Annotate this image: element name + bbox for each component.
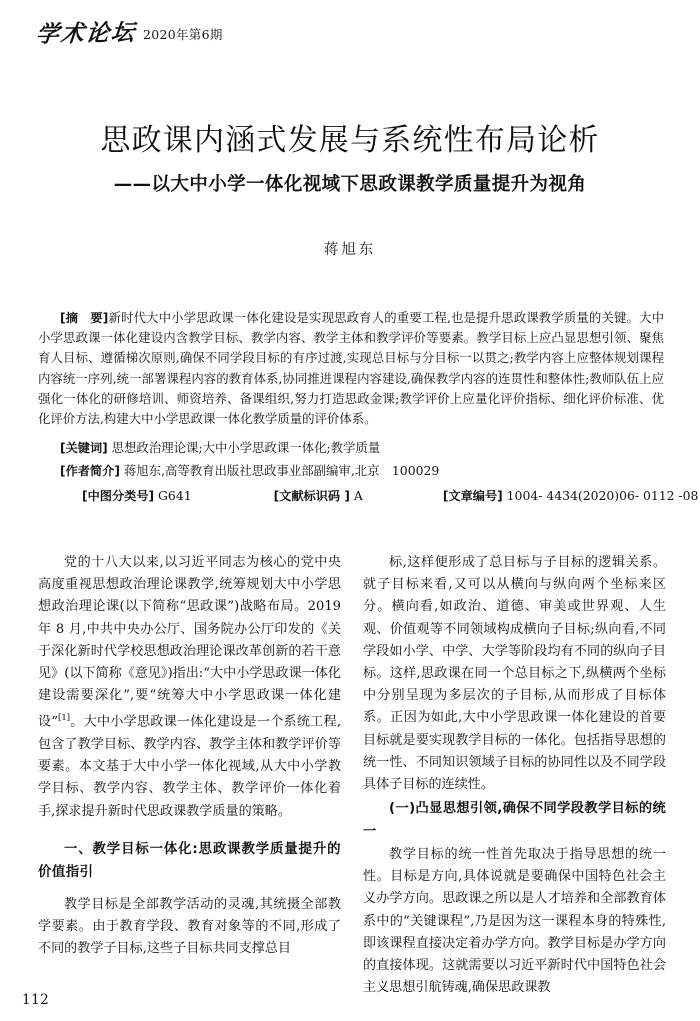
abstract-paragraph [38, 308, 664, 429]
issue-label: 2020年第6期 [143, 27, 223, 42]
left-column [38, 552, 341, 1020]
classification-row [38, 486, 699, 506]
document-code-value: A [353, 487, 363, 503]
keywords-line [38, 438, 664, 458]
clc-label: [中图分类号] [82, 488, 155, 503]
paragraph-text: 党的十八大以来,以习近平同志为核心的党中央高度重视思想政治理论课教学,统筹规划大中小学思想政治理论课(以下简称“思政课”)战略布局。2019 年 8 月,中共中央办公厅、国务院办公厅印发的《关于深化新时代学校思想政治理论课改革创新的若干意见》(以下简称《意见》)指出:“大中小学思政课一体化建设需要深化”,要“统筹大中小学思政课一体化建设” [38, 555, 341, 730]
paragraph: 教学目标的统一性首先取决于指导思想的统一性。目标是方向,具体说就是要确保中国特色社会主义办学方向。思政课之所以是人才培养和全部教育体系中的“关键课程”,乃是因为这一课程本身的特殊性,即该课程直接决定着办学方向。教学目标是办学方向的直接体现。这就需要以习近平新时代中国特色社会主义思想引航铸魂,确保思政课教 [363, 847, 666, 996]
article-number-label: [文章编号] [442, 488, 503, 503]
author-bio-value: 蒋旭东,高等教育出版社思政事业部副编审,北京 100029 [123, 463, 440, 479]
subsection-heading: (一)凸显思想引领,确保不同学段教学目标的统一 [363, 801, 666, 839]
masthead [34, 18, 223, 49]
abstract-label: [摘 要] [60, 311, 109, 325]
section-heading: 一、教学目标一体化:思政课教学质量提升的价值指引 [38, 841, 341, 880]
clc-segment [60, 486, 192, 506]
front-matter [38, 308, 699, 506]
article-number-value: 1004- 4434(2020)06- 0112 -08 [506, 487, 699, 503]
article-number-segment [421, 486, 699, 506]
paragraph [38, 552, 341, 823]
keywords-label: [关键词] [60, 441, 108, 456]
keywords-value: 思想政治理论课;大中小学思政课一体化;教学质量 [111, 440, 381, 456]
paragraph-text-continued: 。大中小学思政课一体化建设是一个系统工程,包含了教学目标、教学内容、教学主体和教学评价等要素。本文基于大中小学一体化视域,从大中小学教学目标、教学内容、教学主体、教学评价一体化着手,探求提升新时代思政课教学质量的策略。 [38, 714, 341, 819]
paragraph: 标,这样便形成了总目标与子目标的逻辑关系。就子目标来看,又可以从横向与纵向两个坐标来区分。横向看,如政治、道德、审美或世界观、人生观、价值观等不同领域构成横向子目标;纵向看,不同学段如小学、中学、大学等阶段均有不同的纵向子目标。这样,思政课在同一个总目标之下,纵横两个坐标中分别呈现为多层次的子目标,从而形成了目标体系。正因为如此,大中小学思政课一体化建设的首要目标就是要实现教学目标的一体化。包括指导思想的统一性、不同知识领域子目标的协同性以及不同学段具体子目标的连续性。 [363, 555, 666, 793]
author-bio-label: [作者简介] [60, 464, 120, 479]
title-block [0, 122, 700, 259]
citation-marker: [1] [58, 713, 71, 724]
page-title: 思政课内涵式发展与系统性布局论析 [100, 123, 600, 158]
document-code-segment [252, 486, 363, 506]
body-columns [38, 552, 666, 1020]
right-column [363, 552, 666, 1020]
page-subtitle: ——以大中小学一体化视域下思政课教学质量提升为视角 [113, 173, 587, 195]
journal-name-logo: 学术论坛 [34, 18, 138, 49]
document-code-label: [文献标识码 ] [273, 488, 350, 503]
author-bio-line [38, 461, 664, 481]
page-number: 112 [22, 992, 50, 1008]
clc-value: G641 [158, 487, 192, 503]
author-name: 蒋旭东 [323, 241, 377, 258]
paragraph: 教学目标是全部教学活动的灵魂,其统摄全部教学要素。由于教育学段、教育对象等的不同,形成了不同的教学子目标,这些子目标共同支撑总目 [38, 896, 341, 957]
abstract-text: 新时代大中小学思政课一体化建设是实现思政育人的重要工程,也是提升思政课教学质量的关键。大中小学思政课一体化建设内含教学目标、教学内容、教学主体和教学评价等要素。教学目标上应凸显思想引领、聚焦育人目标、遵循梯次原则,确保不同学段目标的有序过渡,实现总目标与分目标一以贯之;教学内容上应整体规划课程内容统一序列,统一部署课程内容的教育体系,协同推进课程内容建设,确保教学内容的连贯性和整体性;教师队伍上应强化一体化的研修培训、师资培养、备课组织,努力打造思政金课;教学评价上应量化评价指标、细化评价标准、优化评价方法,构建大中小学思政课一体化教学质量的评价体系。 [38, 310, 664, 427]
